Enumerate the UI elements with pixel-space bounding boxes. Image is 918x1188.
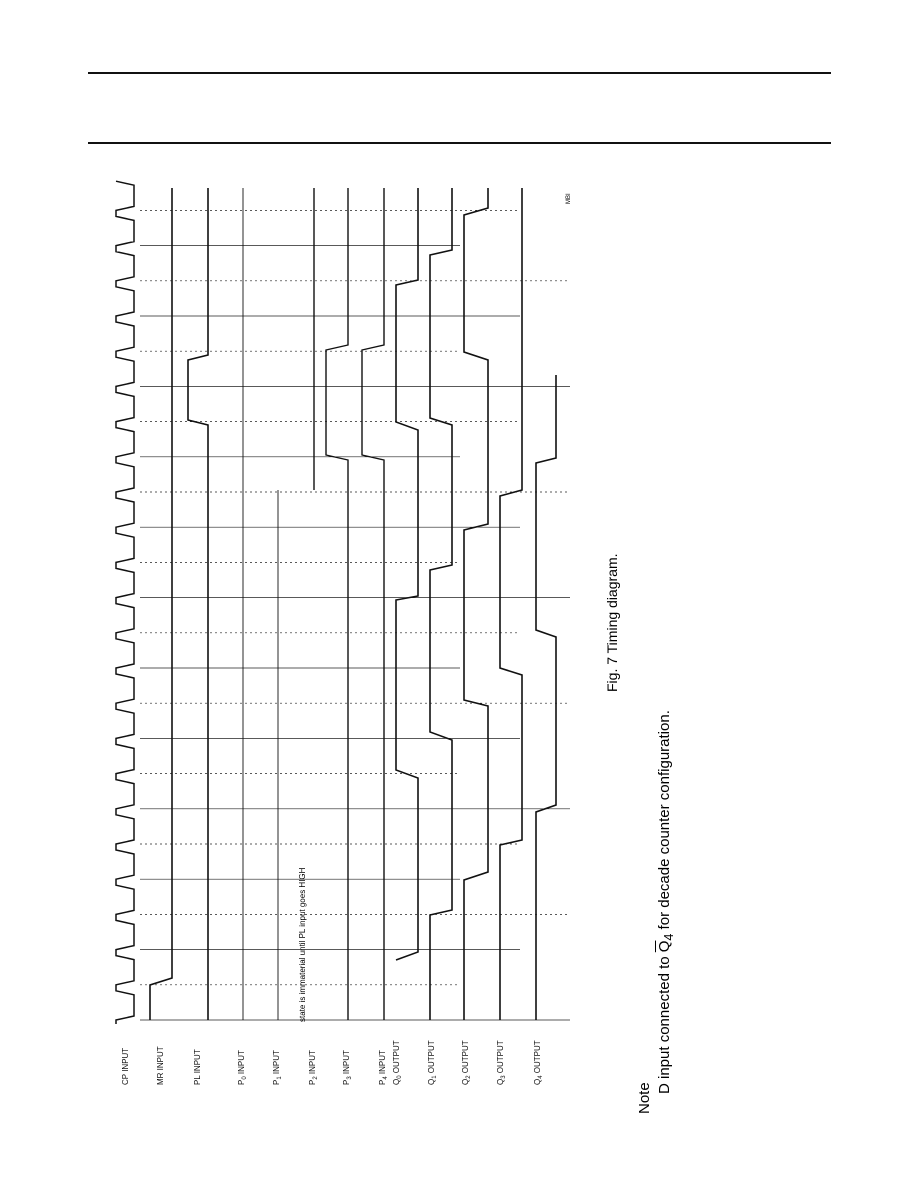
signal-label: PL INPUT bbox=[193, 1049, 202, 1085]
signal-label: $Q_4$ OUTPUT bbox=[533, 1040, 544, 1085]
signal-label: $Q_1$ OUTPUT bbox=[427, 1040, 438, 1085]
p4-waveform bbox=[362, 188, 384, 1020]
note-text-before: D input connected to bbox=[656, 952, 673, 1094]
signal-label: MR INPUT bbox=[156, 1046, 165, 1085]
note-q-overlined: $\overline{Q}$ bbox=[656, 940, 673, 953]
note-text bbox=[656, 710, 676, 1094]
pl-waveform bbox=[188, 188, 208, 1020]
figure-caption: Fig. 7 Timing diagram. bbox=[604, 553, 620, 692]
q1-waveform bbox=[430, 188, 452, 1020]
note-q-subscript: 4 bbox=[662, 933, 676, 941]
p3-waveform bbox=[326, 188, 348, 1020]
q4-waveform bbox=[536, 375, 556, 1020]
signal-label: $Q_0$ OUTPUT bbox=[392, 1040, 403, 1085]
signal-label: $P_1$ INPUT bbox=[272, 1050, 283, 1085]
signal-label: $P_0$ INPUT bbox=[237, 1050, 248, 1085]
cp-clock-waveform bbox=[116, 181, 134, 1024]
mr-waveform bbox=[150, 188, 172, 1020]
figure-stamp: MBI bbox=[566, 193, 572, 204]
signal-label: $Q_3$ OUTPUT bbox=[496, 1040, 507, 1085]
signal-label: $P_3$ INPUT bbox=[342, 1050, 353, 1085]
note-title: Note bbox=[636, 1082, 653, 1114]
signal-labels bbox=[121, 1040, 544, 1085]
signal-label: CP INPUT bbox=[121, 1047, 130, 1085]
q3-waveform bbox=[500, 188, 522, 1020]
signal-label: $P_2$ INPUT bbox=[308, 1050, 319, 1085]
annotation-text: state is immaterial until PL input goes HIGH bbox=[298, 867, 307, 1022]
q2-waveform bbox=[464, 188, 488, 1020]
clock-grid-lines bbox=[140, 210, 570, 1020]
note-text-after: for decade counter configuration. bbox=[656, 710, 673, 934]
signal-label: $P_4$ INPUT bbox=[378, 1050, 389, 1085]
waveforms bbox=[116, 181, 556, 1024]
signal-label: $Q_2$ OUTPUT bbox=[461, 1040, 472, 1085]
